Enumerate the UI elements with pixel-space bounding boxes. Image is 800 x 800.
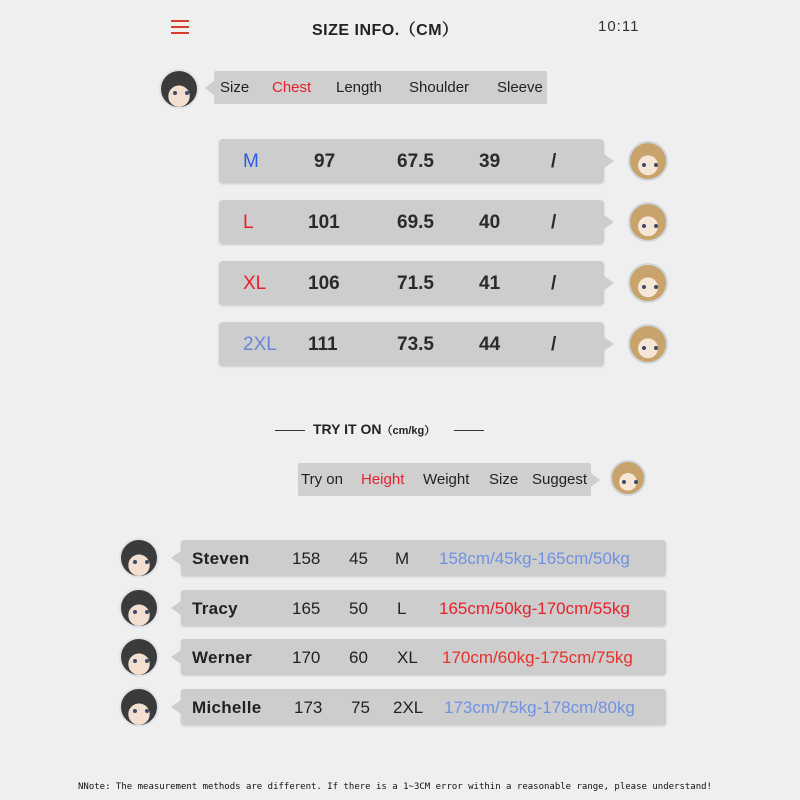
size-row — [219, 200, 604, 244]
avatar-icon — [119, 687, 159, 727]
person-name: Werner — [192, 648, 253, 667]
divider-left — [275, 430, 305, 431]
weight-value: 45 — [349, 549, 368, 568]
height-value: 165 — [292, 599, 321, 618]
avatar-icon — [628, 263, 668, 303]
weight-value: 75 — [351, 698, 370, 717]
size-label: M — [243, 151, 259, 172]
size-label: 2XL — [243, 334, 277, 355]
avatar-icon — [119, 637, 159, 677]
suggest-value: 158cm/45kg-165cm/50kg — [439, 549, 630, 568]
suggest-value: 165cm/50kg-170cm/55kg — [439, 599, 630, 618]
size-label: L — [243, 212, 254, 233]
try-on-header — [298, 463, 591, 496]
avatar-icon — [628, 141, 668, 181]
size-value: XL — [397, 648, 418, 667]
column-header-length: Length — [336, 79, 382, 96]
shoulder-value: 39 — [479, 151, 501, 172]
column-header-shoulder: Shoulder — [409, 79, 470, 96]
length-value: 67.5 — [397, 151, 434, 172]
size-label: XL — [243, 273, 267, 294]
avatar-icon — [119, 538, 159, 578]
shoulder-value: 41 — [479, 273, 501, 294]
menu-icon[interactable] — [171, 20, 189, 34]
try-on-row — [181, 689, 666, 725]
size-row — [219, 261, 604, 305]
column-header-sleeve: Sleeve — [497, 79, 543, 96]
chest-value: 97 — [314, 151, 336, 172]
length-value: 69.5 — [397, 212, 434, 233]
divider-right — [454, 430, 484, 431]
size-value: 2XL — [393, 698, 424, 717]
column-header-weight: Weight — [423, 471, 470, 488]
sleeve-value: / — [551, 151, 557, 172]
avatar-icon — [610, 460, 646, 496]
size-row — [219, 139, 604, 183]
try-on-unit: （cm/kg） — [381, 425, 436, 437]
column-header-height: Height — [361, 471, 405, 488]
length-value: 71.5 — [397, 273, 434, 294]
height-value: 170 — [292, 648, 321, 667]
weight-value: 60 — [349, 648, 368, 667]
height-value: 173 — [294, 698, 323, 717]
suggest-value: 170cm/60kg-175cm/75kg — [442, 648, 633, 667]
size-row — [219, 322, 604, 366]
avatar-icon — [628, 202, 668, 242]
height-value: 158 — [292, 549, 321, 568]
chest-value: 106 — [308, 273, 340, 294]
avatar-icon — [119, 588, 159, 628]
column-header-size: Size — [220, 79, 250, 96]
size-value: M — [395, 549, 410, 568]
chest-value: 111 — [308, 334, 338, 355]
column-header-try-on: Try on — [301, 471, 343, 488]
try-on-title — [313, 421, 435, 438]
sleeve-value: / — [551, 212, 557, 233]
measurement-note: NNote: The measurement methods are different. If there is a 1~3CM error within a reasonable range, please understand! — [78, 782, 712, 792]
page-title: SIZE INFO.（CM） — [312, 22, 459, 39]
try-on-row — [181, 639, 666, 675]
try-on-row — [181, 540, 666, 576]
person-name: Tracy — [192, 599, 238, 618]
shoulder-value: 44 — [479, 334, 501, 355]
length-value: 73.5 — [397, 334, 434, 355]
try-on-title-text: TRY IT ON — [313, 421, 382, 437]
column-header-suggest: Suggest — [532, 471, 588, 488]
suggest-value: 173cm/75kg-178cm/80kg — [444, 698, 635, 717]
person-name: Steven — [192, 549, 250, 568]
try-on-row — [181, 590, 666, 626]
avatar-icon — [159, 69, 199, 109]
size-value: L — [397, 599, 407, 618]
weight-value: 50 — [349, 599, 368, 618]
sleeve-value: / — [551, 334, 557, 355]
avatar-icon — [628, 324, 668, 364]
size-table-header — [214, 71, 547, 104]
column-header-chest: Chest — [272, 79, 312, 96]
column-header-size: Size — [489, 471, 519, 488]
clock: 10:11 — [598, 18, 640, 35]
person-name: Michelle — [192, 698, 262, 717]
sleeve-value: / — [551, 273, 557, 294]
chest-value: 101 — [308, 212, 340, 233]
shoulder-value: 40 — [479, 212, 501, 233]
